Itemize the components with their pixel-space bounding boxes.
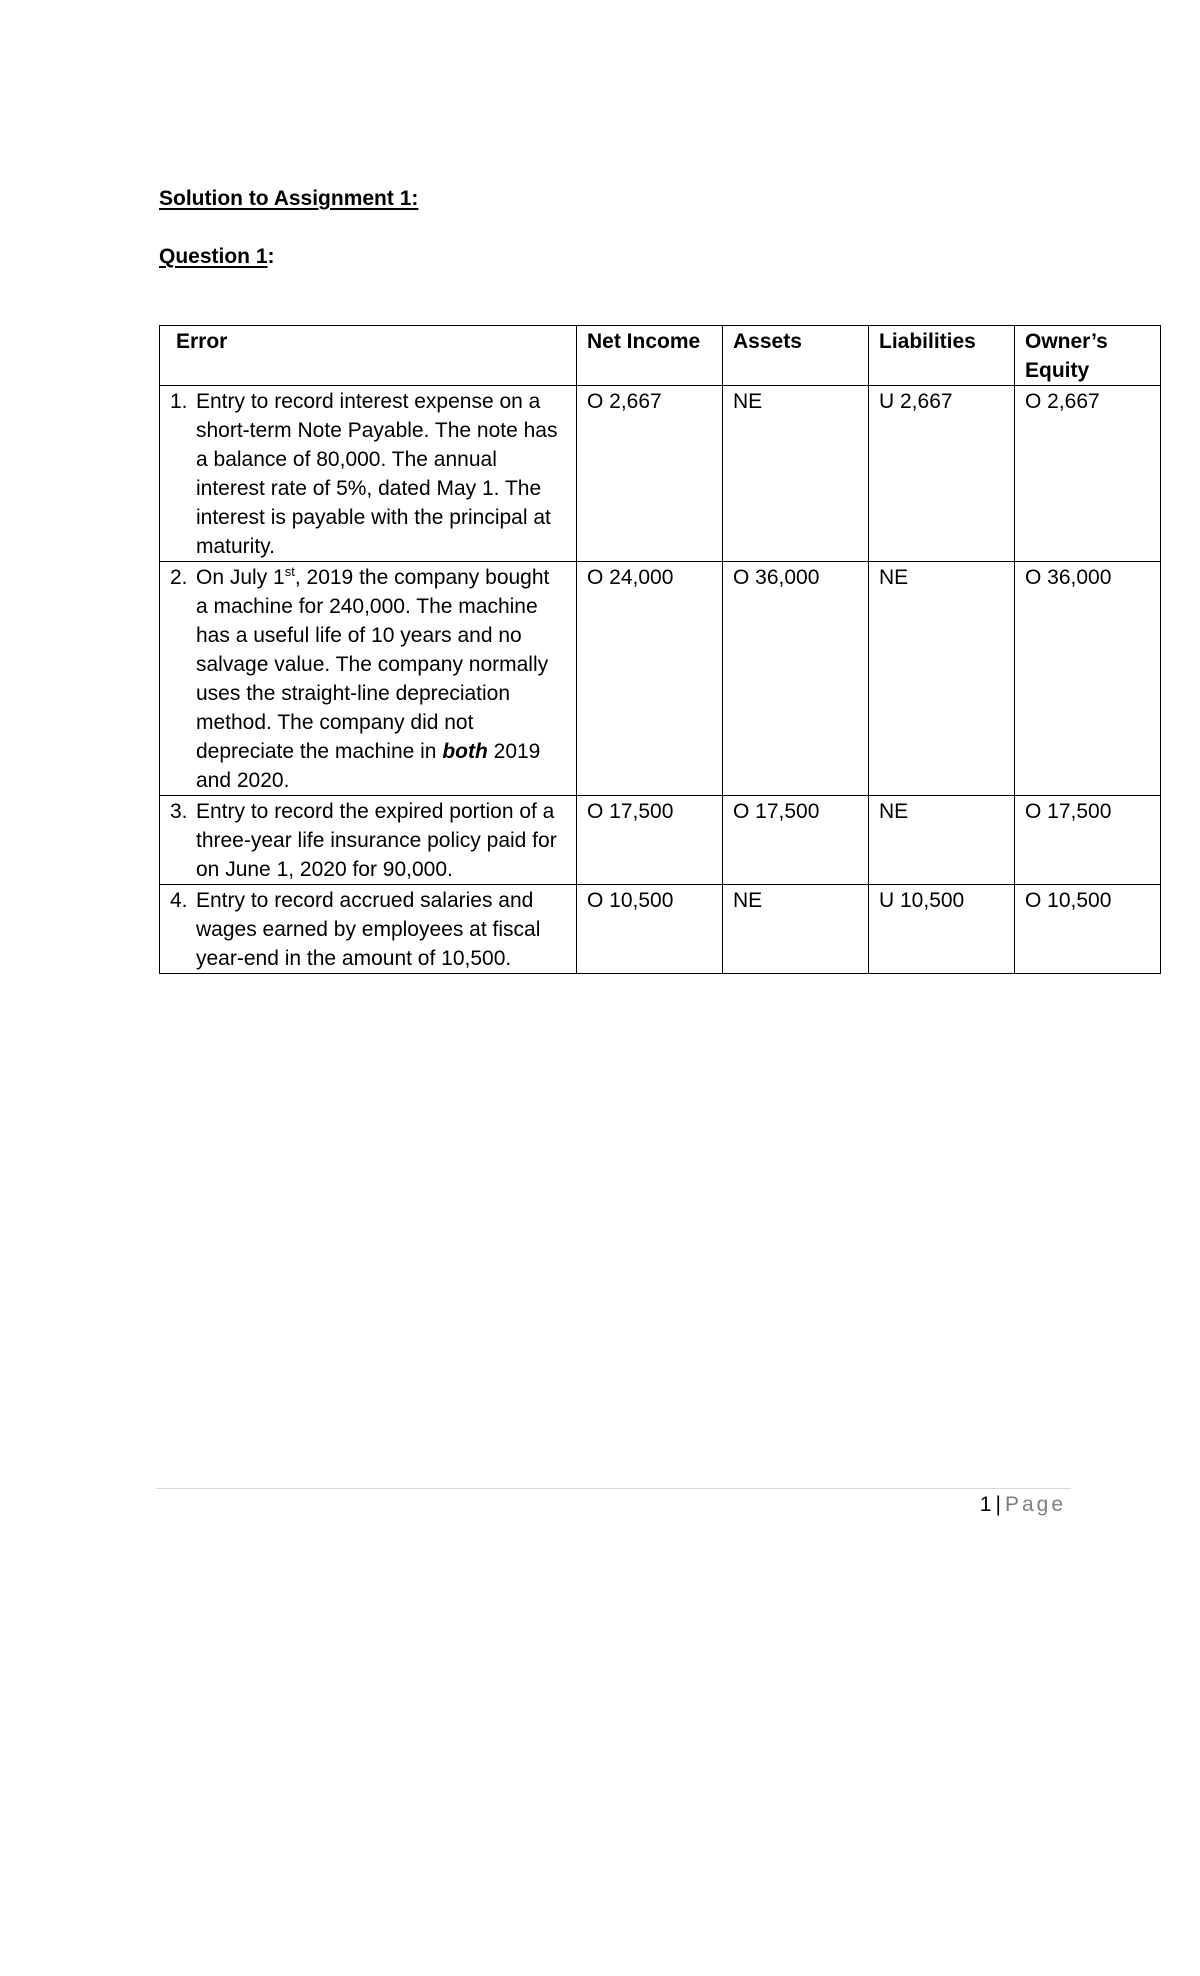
net-income-cell: O 10,500 [577, 885, 723, 974]
item-number: 3. [170, 800, 188, 823]
header-assets: Assets [723, 326, 869, 386]
table-row [160, 796, 1161, 885]
error-text-part: On July 1 [196, 566, 285, 589]
table-row [160, 885, 1161, 974]
page-number: 1 [979, 1493, 992, 1516]
owners-equity-cell: O 17,500 [1015, 796, 1161, 885]
item-number: 2. [170, 566, 188, 589]
error-description: Entry to record interest expense on a short-term Note Payable. The note has a balance of 80,000. The annual interest rate of 5%, dated May 1. The interest is payable with the principal at maturity. [196, 390, 558, 558]
item-number: 4. [170, 889, 188, 912]
error-emphasis: both [442, 740, 488, 763]
error-description: Entry to record accrued salaries and wages earned by employees at fiscal year-end in the amount of 10,500. [196, 889, 541, 970]
net-income-cell: O 24,000 [577, 562, 723, 796]
error-description [196, 563, 566, 795]
owners-equity-cell: O 10,500 [1015, 885, 1161, 974]
question-heading [159, 246, 275, 267]
question-colon: : [267, 245, 275, 268]
assets-cell: O 36,000 [723, 562, 869, 796]
item-number: 1. [170, 390, 188, 413]
error-cell [160, 562, 577, 796]
owners-equity-cell: O 36,000 [1015, 562, 1161, 796]
page-label: Page [1004, 1493, 1066, 1516]
assets-cell: O 17,500 [723, 796, 869, 885]
error-cell [160, 885, 577, 974]
ordinal-suffix: st [284, 564, 295, 579]
net-income-cell: O 2,667 [577, 386, 723, 562]
document-title: Solution to Assignment 1: [159, 187, 419, 210]
page-separator: | [995, 1493, 1001, 1516]
assets-cell: NE [723, 885, 869, 974]
error-cell [160, 796, 577, 885]
liabilities-cell: U 10,500 [869, 885, 1015, 974]
liabilities-cell: NE [869, 562, 1015, 796]
error-text-part: , 2019 the company bought a machine for 240,000. The machine has a useful life of 10 years and no salvage value. The company normally uses the straight-line depreciation method. The company did not depreciate the machine in [196, 566, 550, 763]
net-income-cell: O 17,500 [577, 796, 723, 885]
header-owners-equity: Owner’s Equity [1015, 326, 1161, 386]
assets-cell: NE [723, 386, 869, 562]
table-row [160, 386, 1161, 562]
table-row [160, 562, 1161, 796]
error-cell [160, 386, 577, 562]
question-label: Question 1 [159, 245, 268, 268]
error-text-part: 2019 and 2020. [196, 740, 541, 792]
liabilities-cell: NE [869, 796, 1015, 885]
footer-divider [156, 1488, 1071, 1489]
owners-equity-cell: O 2,667 [1015, 386, 1161, 562]
header-net-income: Net Income [577, 326, 723, 386]
page-footer [980, 1493, 1066, 1517]
header-error: Error [160, 326, 577, 386]
header-liabilities: Liabilities [869, 326, 1015, 386]
table-header-row [160, 326, 1161, 386]
error-description: Entry to record the expired portion of a three-year life insurance policy paid for on June 1, 2020 for 90,000. [196, 800, 557, 881]
liabilities-cell: U 2,667 [869, 386, 1015, 562]
error-analysis-table [159, 325, 1161, 974]
